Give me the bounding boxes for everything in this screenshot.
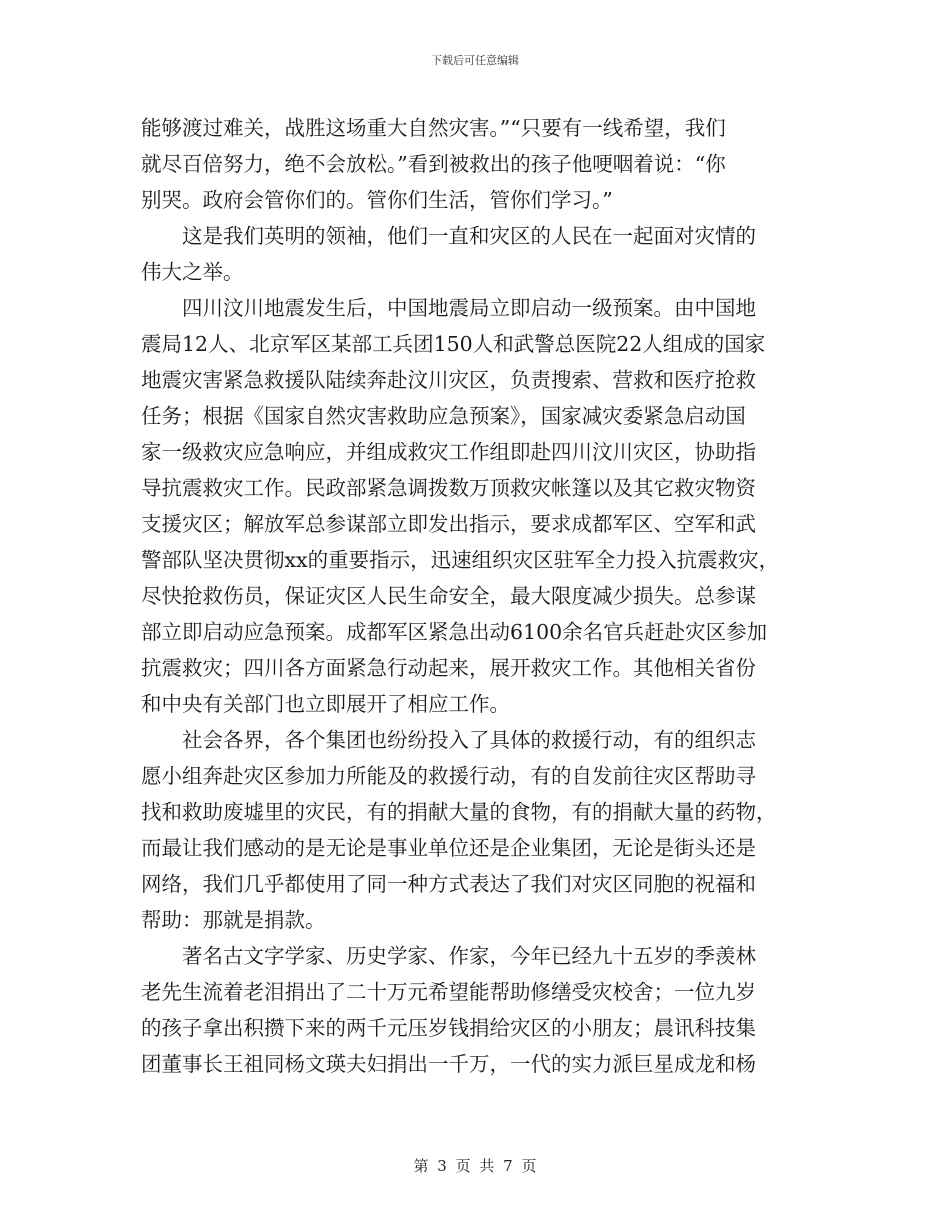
text-line: 地震灾害紧急救援队陆续奔赴汶川灾区，负责搜索、营救和医疗抢救	[141, 368, 756, 392]
text-line: 伟大之举。	[141, 260, 244, 284]
page-header: 下载后可任意编辑	[431, 54, 519, 67]
page-footer: 第 3 页 共 7 页	[413, 1157, 537, 1175]
text-line: 老先生流着老泪捐出了二十万元希望能帮助修缮受灾校舍；一位九岁	[141, 980, 756, 1004]
text-line: 导抗震救灾工作。民政部紧急调拨数万顶救灾帐篷以及其它救灾物资	[141, 476, 756, 500]
text-line: 这是我们英明的领袖，他们一直和灾区的人民在一起面对灾情的	[141, 224, 756, 248]
text-line: 和中央有关部门也立即展开了相应工作。	[141, 692, 510, 716]
text-line: 社会各界，各个集团也纷纷投入了具体的救援行动，有的组织志	[141, 728, 756, 752]
text-line: 帮助：那就是捐款。	[141, 908, 326, 932]
text-line: 就尽百倍努力，绝不会放松。”看到被救出的孩子他哽咽着说：“你	[141, 152, 726, 176]
text-line: 网络，我们几乎都使用了同一种方式表达了我们对灾区同胞的祝福和	[141, 872, 756, 896]
text-line: 家一级救灾应急响应，并组成救灾工作组即赴四川汶川灾区，协助指	[141, 440, 756, 464]
text-line: 警部队坚决贯彻xx的重要指示，迅速组织灾区驻军全力投入抗震救灾，	[141, 548, 780, 572]
text-line: 部立即启动应急预案。成都军区紧急出动6100余名官兵赶赴灾区参加	[141, 620, 768, 644]
text-line: 而最让我们感动的是无论是事业单位还是企业集团，无论是街头还是	[141, 836, 756, 860]
text-line: 著名古文字学家、历史学家、作家，今年已经九十五岁的季羡林	[141, 944, 756, 968]
text-line: 四川汶川地震发生后，中国地震局立即启动一级预案。由中国地	[141, 296, 756, 320]
text-line: 支援灾区；解放军总参谋部立即发出指示，要求成都军区、空军和武	[141, 512, 756, 536]
text-line: 震局12人、北京军区某部工兵团150人和武警总医院22人组成的国家	[141, 332, 766, 356]
text-line: 尽快抢救伤员，保证灾区人民生命安全，最大限度减少损失。总参谋	[141, 584, 756, 608]
text-line: 找和救助废墟里的灾民，有的捐献大量的食物，有的捐献大量的药物，	[141, 800, 777, 824]
text-line: 的孩子拿出积攒下来的两千元压岁钱捐给灾区的小朋友；晨讯科技集	[141, 1016, 756, 1040]
text-line: 团董事长王祖同杨文瑛夫妇捐出一千万，一代的实力派巨星成龙和杨	[141, 1052, 756, 1076]
text-line: 愿小组奔赴灾区参加力所能及的救援行动，有的自发前往灾区帮助寻	[141, 764, 756, 788]
text-line: 能够渡过难关，战胜这场重大自然灾害。”“只要有一线希望，我们	[141, 116, 726, 140]
text-line: 抗震救灾；四川各方面紧急行动起来，展开救灾工作。其他相关省份	[141, 656, 756, 680]
text-line: 任务；根据《国家自然灾害救助应急预案》，国家减灾委紧急启动国	[141, 404, 746, 428]
text-line: 别哭。政府会管你们的。管你们生活，管你们学习。”	[141, 188, 613, 212]
document-body	[141, 110, 811, 1082]
